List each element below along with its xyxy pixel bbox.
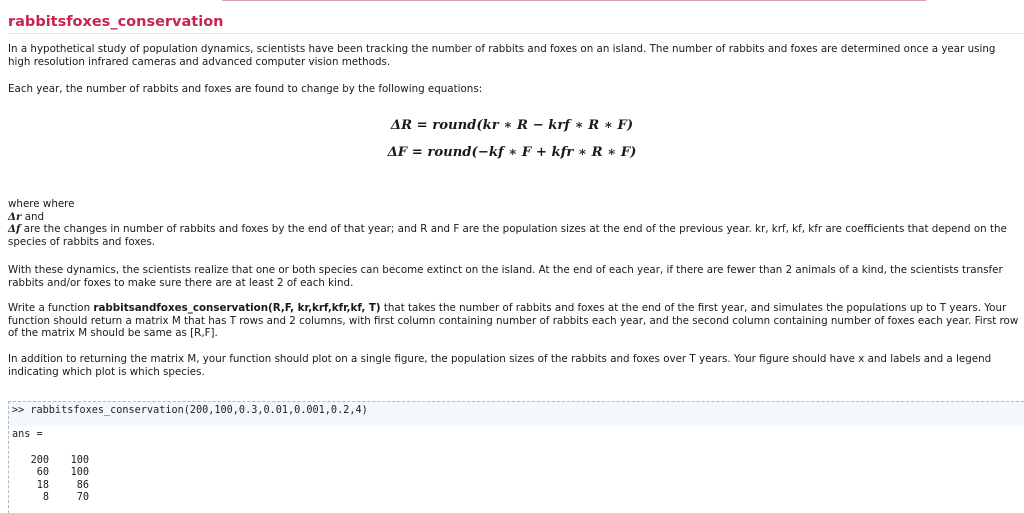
ans-label: ans = xyxy=(12,429,43,440)
matrix-cell: 8 xyxy=(42,491,49,503)
and-text: and xyxy=(24,210,45,223)
matrix-row xyxy=(23,467,89,479)
top-divider xyxy=(222,0,926,1)
delta-f-symbol: Δf xyxy=(8,223,21,236)
matrix-cell: 100 xyxy=(70,455,89,466)
matrix-cell: 86 xyxy=(76,479,89,491)
delta-r-symbol: Δr xyxy=(8,210,22,223)
matrix-row xyxy=(23,480,89,492)
matrix-cell: 18 xyxy=(36,479,49,491)
equations-intro: Each year, the number of rabbits and foxes are found to change by the following equations: xyxy=(8,83,483,95)
task-suffix: that takes the number of rabbits and foxes at the end of the first year, and simulates the populations up to T years. Your function should return a matrix M that has T rows and 2 columns, with first column containing number of rabbits each year, and the second column containing number of foxes each year. First row of the matrix M should be same as [R,F]. xyxy=(8,302,1019,340)
title-divider xyxy=(8,33,1024,34)
plot-paragraph: In addition to returning the matrix M, your function should plot on a single figure, the population sizes of the rabbits and foxes over T years. Your figure should have x and labels and a legend indicating which plot is which species. xyxy=(8,353,992,378)
dr-line xyxy=(8,211,1020,224)
example-command: >> rabbitsfoxes_conservation(200,100,0.3,0.01,0.001,0.2,4) xyxy=(12,405,368,416)
matrix-cell: 100 xyxy=(70,467,89,479)
function-signature: rabbitsandfoxes_conservation(R,F, kr,krf,kfr,kf, T) xyxy=(93,302,381,314)
where-line: where where xyxy=(8,198,75,210)
definition-text: are the changes in number of rabbits and foxes by the end of that year; and R and F are the population sizes at the end of the previous year. kr, krf, kf, kfr are coefficients that depend on the species of rabbits and foxes. xyxy=(8,223,1007,248)
matrix-row xyxy=(23,455,89,467)
matrix-cell: 60 xyxy=(36,467,49,479)
result-matrix xyxy=(23,455,89,504)
equation-delta-f: ΔF = round(−kf ∗ F + kfr ∗ R ∗ F) xyxy=(387,145,637,160)
example-output xyxy=(8,426,1024,513)
page-title: rabbitsfoxes_conservation xyxy=(8,14,224,30)
dynamics-paragraph: With these dynamics, the scientists realize that one or both species can become extinct on the island. At the end of each year, if there are fewer than 2 animals of a kind, the scientists transfer rabbits and/or foxes to make sure there are at least 2 of each kind. xyxy=(8,264,1003,289)
df-line xyxy=(8,223,1020,248)
matrix-cell: 200 xyxy=(30,455,49,466)
matrix-cell: 70 xyxy=(76,491,89,503)
matrix-row xyxy=(23,492,89,504)
intro-paragraph: In a hypothetical study of population dynamics, scientists have been tracking the number of rabbits and foxes on an island. The number of rabbits and foxes are determined once a year using high resolution infrared cameras and advanced computer vision methods. xyxy=(8,43,996,68)
task-paragraph xyxy=(8,302,1020,340)
task-prefix: Write a function xyxy=(8,302,94,314)
where-block xyxy=(8,198,1020,248)
equation-delta-r: ΔR = round(kr ∗ R − krf ∗ R ∗ F) xyxy=(390,118,634,133)
